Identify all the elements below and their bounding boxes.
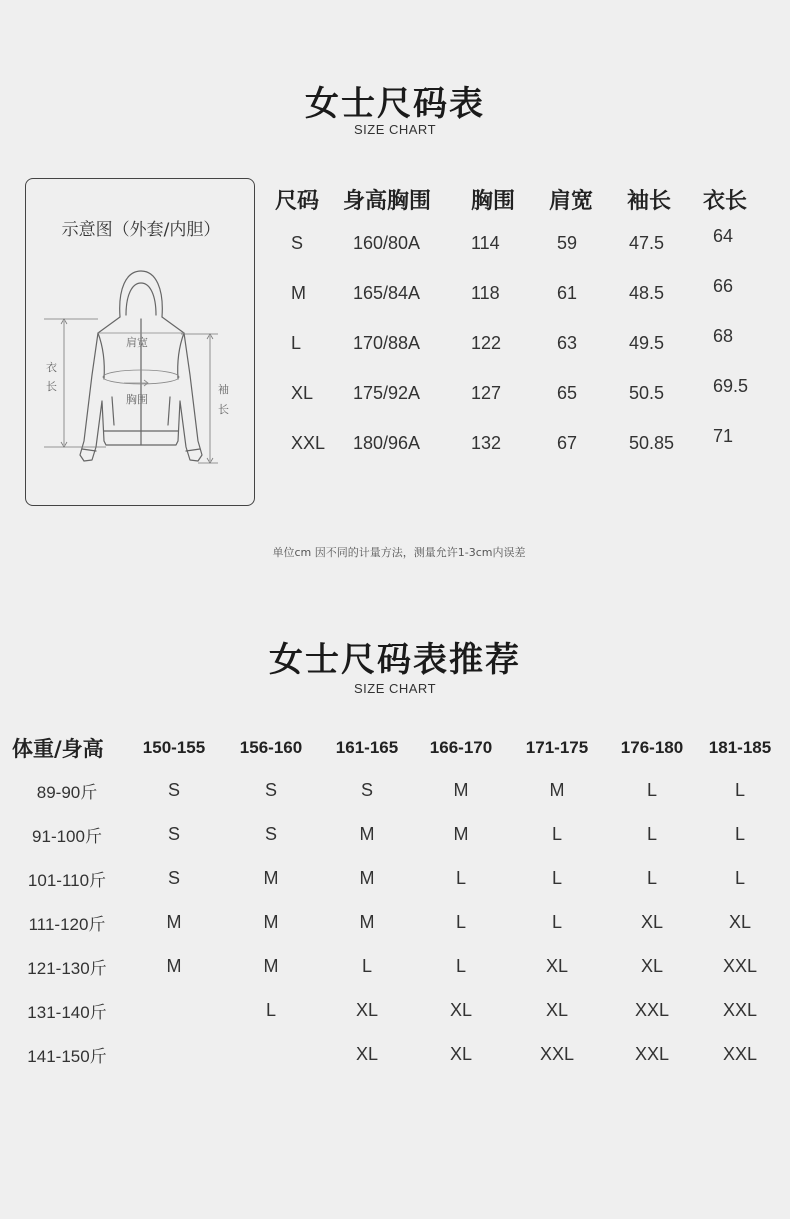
cell: L [646,779,657,800]
table-row [8,900,782,944]
cell: M [263,867,279,888]
cell: XL [640,911,664,932]
cell: 50.85 [629,432,675,453]
cell: XXL [722,955,758,976]
cell: L [551,823,562,844]
table-row [8,768,782,812]
cell: L [455,955,466,976]
cell: L [646,823,657,844]
cell: 71 [713,426,734,446]
cell: XXL [291,432,326,453]
cell: 132 [471,432,502,453]
cell: 165/84A [353,282,421,303]
header-length: 衣长 [703,188,748,214]
cell: L [551,911,562,932]
cell: 49.5 [629,332,665,353]
header-height-range: 166-170 [429,738,493,757]
cell: XL [291,382,314,403]
cell: 67 [557,432,578,453]
cell: XL [728,911,752,932]
cell: 175/92A [353,382,421,403]
header-height-range: 161-165 [335,738,399,757]
size-table [275,180,773,468]
cell: 69.5 [713,376,749,396]
weight-cell: 111-120斤 [28,914,106,934]
table-row [8,812,782,856]
cell: XL [640,955,664,976]
header-height-range: 171-175 [525,738,589,757]
recommendation-table [8,728,782,1076]
cell: L [455,867,466,888]
diagram-caption: 示意图（外套/内胆） [61,220,221,240]
cell: 114 [471,232,500,253]
table-row [8,856,782,900]
weight-cell: 101-110斤 [27,870,107,890]
cell: 66 [713,276,734,296]
cell: M [263,955,279,976]
table-row [275,418,773,468]
cell: 47.5 [629,232,665,253]
cell: 63 [557,332,578,353]
cell: L [265,999,276,1020]
size-chart-title: 女士尺码表 [305,84,485,124]
recommendation-title: 女士尺码表推荐 [269,640,521,680]
cell: S [291,232,304,253]
cell: 65 [557,382,578,403]
cell: 170/88A [353,332,421,353]
cell: L [734,823,745,844]
cell: M [453,823,469,844]
cell: XXL [722,999,758,1020]
label-length-1: 衣 [46,361,57,374]
recommendation-header [8,728,782,768]
label-length-2: 长 [46,380,57,393]
table-row [275,268,773,318]
weight-cell: 89-90斤 [36,782,98,802]
cell: M [359,911,375,932]
cell: 122 [471,332,502,353]
cell: M [166,911,182,932]
header-height-range: 181-185 [708,738,772,757]
cell: L [291,332,302,353]
cell: L [646,867,657,888]
weight-cell: 121-130斤 [27,958,107,978]
header-height-range: 150-155 [142,738,206,757]
cell: S [360,779,373,800]
cell: XL [545,999,569,1020]
header-height-range: 156-160 [239,738,303,757]
cell: L [734,867,745,888]
cell: M [166,955,182,976]
table-row [8,944,782,988]
cell: S [167,823,180,844]
table-row [8,988,782,1032]
header-height-range: 176-180 [620,738,684,757]
cell: L [734,779,745,800]
header-sleeve: 袖长 [627,188,672,214]
cell: XL [545,955,569,976]
size-chart-subtitle: SIZE CHART [353,122,437,137]
cell: S [264,823,277,844]
cell: 127 [471,382,502,403]
cell: 50.5 [629,382,665,403]
cell: M [453,779,469,800]
cell: S [167,779,180,800]
cell: XL [355,1043,379,1064]
cell: 61 [557,282,578,303]
cell [126,988,222,1032]
label-sleeve-1: 袖 [218,383,229,396]
cell: 68 [713,326,734,346]
cell: 160/80A [353,232,421,253]
cell: M [549,779,565,800]
cell: M [263,911,279,932]
cell: XXL [634,999,670,1020]
size-table-header [275,180,773,218]
cell: M [291,282,306,303]
measurement-note: 单位cm 因不同的计量方法，测量允许1-3cm内误差 [272,546,526,559]
header-chest: 胸围 [471,188,516,214]
header-shoulder: 肩宽 [549,188,594,214]
cell: 180/96A [353,432,421,453]
cell: M [359,867,375,888]
table-row [275,368,773,418]
header-size: 尺码 [275,188,320,214]
table-row [275,218,773,268]
cell: 59 [557,232,578,253]
cell: L [455,911,466,932]
header-weight-height: 体重/身高 [12,737,104,761]
weight-cell: 91-100斤 [32,826,102,846]
cell: S [264,779,277,800]
label-chest: 胸围 [126,393,148,406]
cell [222,1032,320,1076]
cell: XL [355,999,379,1020]
label-shoulder: 肩宽 [126,336,148,349]
cell: 118 [471,282,500,303]
cell: L [361,955,372,976]
cell [126,1032,222,1076]
cell: 48.5 [629,282,665,303]
jacket-diagram-panel [25,178,255,506]
cell: S [167,867,180,888]
recommendation-subtitle: SIZE CHART [353,681,437,696]
table-row [8,1032,782,1076]
cell: XXL [634,1043,670,1064]
cell: 64 [713,226,734,246]
cell: XXL [539,1043,575,1064]
table-row [275,318,773,368]
weight-cell: 131-140斤 [27,1002,107,1022]
weight-cell: 141-150斤 [27,1046,107,1066]
cell: XL [449,1043,473,1064]
cell: XXL [722,1043,758,1064]
cell: L [551,867,562,888]
label-sleeve-2: 长 [218,403,229,416]
cell: XL [449,999,473,1020]
cell: M [359,823,375,844]
header-height-chest: 身高胸围 [343,188,432,214]
